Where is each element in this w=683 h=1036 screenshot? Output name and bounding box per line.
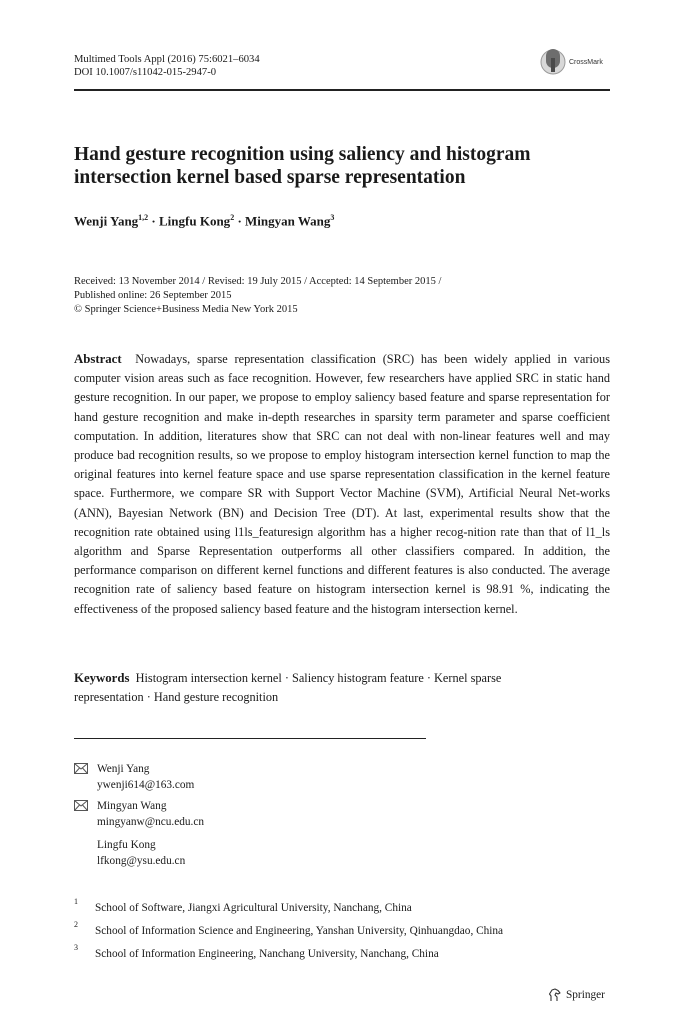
contact-details — [97, 838, 185, 869]
keywords-paragraph — [74, 669, 574, 707]
publisher-name: Springer — [566, 989, 605, 1001]
author-name[interactable]: Lingfu Kong — [159, 213, 231, 229]
title-line-2: intersection kernel based sparse representation — [74, 167, 466, 188]
abstract-label: Abstract — [74, 352, 122, 366]
author-separator: · — [151, 213, 156, 229]
journal-citation: Multimed Tools Appl (2016) 75:6021–6034 — [74, 54, 260, 65]
affiliation-number: 3 — [74, 943, 78, 952]
author-name[interactable]: Wenji Yang — [74, 213, 139, 229]
abstract-paragraph — [74, 350, 610, 619]
contact-details — [97, 799, 204, 830]
keywords-text: Histogram intersection kernel · Saliency histogram feature · Kernel sparse representation · Hand gesture recognition — [74, 671, 502, 705]
contact-email[interactable]: ywenji614@163.com — [97, 778, 195, 791]
contact-details — [97, 762, 194, 793]
abstract-text: Nowadays, sparse representation classification (SRC) has been widely applied in various computer vision areas such as face recognition. However, few researchers have applied SRC in static hand gesture recognition. In our paper, we propose to employ saliency based feature and sparse representation for hand gesture recognition and make in-depth researches in sparsity term parameter and sparse coefficient computation. In addition, literatures show that SRC can not deal with non-linear features well and may produce bad recognition results, so we propose to employ histogram intersection kernel function to map the original features into kernel feature space and use sparse representation classification in the kernel feature space. Furthermore, we compare SR with Support Vector Machine (SVM), Artificial Neural Net-works (ANN), Bayesian Network (BN) and Decision Tree (DT). At last, experimental results show that the recognition rate obtained using l1ls_featuresign algorithm has a higher recog-nition rate than that of l1_ls algorithm and Sparse Representation outperforms all other classifiers compared. In addition, the performance comparison on different kernel functions and different features is also conducted. The average recognition rate of saliency based feature on histogram intersection kernel is 98.91 %, indicating the effectiveness of the proposed saliency based feature and the histogram intersection kernel. — [74, 352, 610, 616]
author-list — [74, 213, 334, 229]
affiliation-text: School of Information Engineering, Nanchang University, Nanchang, China — [95, 948, 439, 960]
author-affiliation-sup: 3 — [330, 213, 335, 222]
contact-email[interactable]: lfkong@ysu.edu.cn — [97, 854, 186, 867]
springer-horse-icon — [548, 988, 562, 1002]
crossmark-badge[interactable] — [540, 49, 603, 75]
envelope-icon[interactable] — [74, 763, 88, 774]
publisher-mark — [548, 988, 605, 1002]
affiliation-number: 2 — [74, 920, 78, 929]
contact-email[interactable]: mingyanw@ncu.edu.cn — [97, 815, 205, 828]
crossmark-icon — [540, 49, 566, 75]
affiliation-text: School of Software, Jiangxi Agricultural University, Nanchang, China — [95, 902, 412, 914]
author-affiliation-sup: 1,2 — [138, 213, 149, 222]
author-name[interactable]: Mingyan Wang — [245, 213, 331, 229]
header-rule — [74, 89, 610, 91]
contact-name: Mingyan Wang — [97, 800, 167, 812]
paper-title — [74, 143, 604, 189]
crossmark-label: CrossMark — [569, 58, 603, 66]
footnote-rule — [74, 738, 426, 739]
envelope-icon[interactable] — [74, 800, 88, 811]
copyright-line: © Springer Science+Business Media New York 2015 — [74, 304, 298, 315]
affiliation-text: School of Information Science and Engineering, Yanshan University, Qinhuangdao, China — [95, 925, 504, 937]
contact-name: Wenji Yang — [97, 763, 150, 775]
publication-dates — [74, 275, 441, 317]
author-separator: · — [237, 213, 242, 229]
published-online: Published online: 26 September 2015 — [74, 290, 232, 301]
contact-name: Lingfu Kong — [97, 839, 156, 851]
author-affiliation-sup: 2 — [230, 213, 235, 222]
affiliation-number: 1 — [74, 897, 78, 906]
received-revised-accepted: Received: 13 November 2014 / Revised: 19 July 2015 / Accepted: 14 September 2015 / — [74, 276, 442, 287]
doi-line[interactable]: DOI 10.1007/s11042-015-2947-0 — [74, 67, 217, 78]
keywords-label: Keywords — [74, 671, 130, 685]
title-line-1: Hand gesture recognition using saliency and histogram — [74, 144, 531, 165]
